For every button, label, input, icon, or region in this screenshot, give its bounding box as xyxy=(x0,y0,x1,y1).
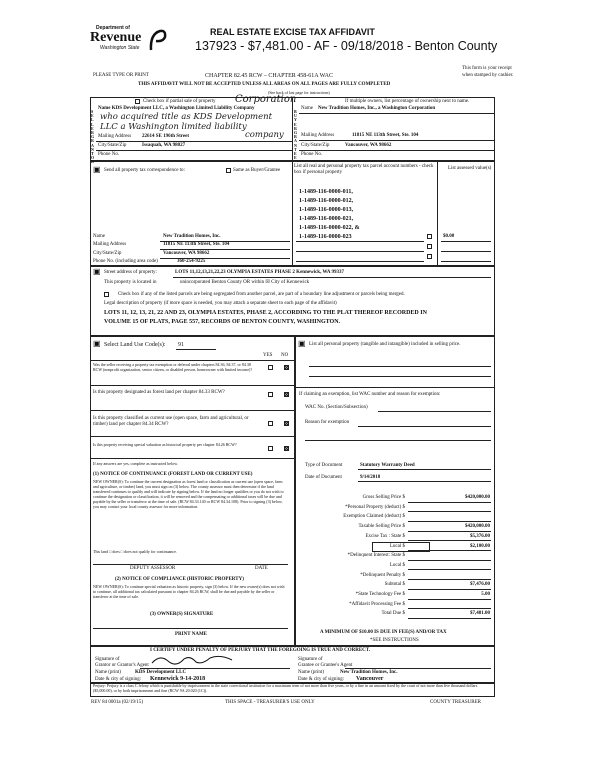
seller-city-value: Issaquah, WA 98027 xyxy=(142,143,186,148)
logo-swoosh-icon xyxy=(148,28,168,52)
grantor-name-value: KDS Development LLC xyxy=(135,670,187,675)
grantor-sig-label2: Grantor or Grantor's Agent xyxy=(95,663,149,668)
tax-row-label: *Delinquent Interest: State $ xyxy=(347,553,405,559)
buyer-name-value: New Tradition Homes, Inc., a Washington Corporation xyxy=(318,106,436,111)
q4-no-checkbox[interactable] xyxy=(284,446,289,451)
question-2: Is this property designated as forest land per chapter 84.33 RCW? xyxy=(93,390,225,395)
owner-signature-label: (3) OWNER(S) SIGNATURE xyxy=(150,612,214,617)
seller-mailing-value: 22614 SE 196th Street xyxy=(142,134,189,139)
assessed-header: List assessed value(s) xyxy=(448,166,492,171)
buyer-mailing-value: 11815 NE 113th Street, Ste. 104 xyxy=(352,133,419,138)
located-label: This property is located in xyxy=(104,280,157,285)
seller-phone-label: Phone No. xyxy=(98,152,120,157)
seller-name-value: Name KDS Development LLC, a Washington Limited Liability Company xyxy=(98,106,255,111)
tax-row-line xyxy=(408,511,491,512)
tax-row-label: Excise Tax : State $ xyxy=(365,533,405,539)
logo-line2: Revenue xyxy=(90,30,142,45)
handwritten-line-3: company xyxy=(245,130,284,140)
buyer-city-label: City/State/Zip xyxy=(301,143,330,148)
grantee-name-value: New Tradition Homes, Inc. xyxy=(340,670,398,675)
exemption-label: If claiming an exemption, list WAC number and reason for exemption: xyxy=(299,392,441,397)
tax-row-label: Exemption Claimed (deduct) $ xyxy=(343,514,405,520)
land-use-value: 91 xyxy=(178,342,184,348)
corr-name-label: Name xyxy=(93,234,105,239)
assessed-value: $0.00 xyxy=(443,234,455,239)
parcel-number-1: 1-1489-116-0000-011, xyxy=(299,189,353,195)
tax-row-label: Gross Selling Price $ xyxy=(362,495,405,500)
seller-city-label: City/State/Zip xyxy=(98,143,127,148)
instructions-note: (See back of last page for instructions) xyxy=(268,90,330,95)
notice1-title: (1) NOTICE OF CONTINUANCE (FOREST LAND OR CURRENT USE) xyxy=(93,472,253,477)
grantor-date-value: Kennewick 9-14-2018 xyxy=(150,676,206,682)
treasurer-use-only: THIS SPACE - TREASURER'S USE ONLY xyxy=(225,700,315,705)
tax-row-line xyxy=(408,599,491,600)
tax-row-value: 5.00 xyxy=(481,592,490,597)
grantor-signature-icon xyxy=(150,653,240,667)
q1-yes-checkbox[interactable] xyxy=(268,365,273,370)
buyer-phone-label: Phone No. xyxy=(301,152,323,157)
land-use-label: Select Land Use Code(s): xyxy=(104,342,166,348)
wac-label: WAC No. (Section/Subsection) xyxy=(305,405,368,410)
min-fee-note: A MINIMUM OF $10.00 IS DUE IN FEE(S) AND/OR TAX xyxy=(320,630,447,635)
personal-property-label: List all personal property (tangible and intangible) included in selling price. xyxy=(309,342,461,347)
tax-row-line xyxy=(408,579,491,580)
tax-row-value: $420,000.00 xyxy=(465,524,490,530)
send-correspondence-icon: ▣ xyxy=(93,165,101,174)
buyer-name-label: Name xyxy=(301,106,313,111)
partial-sale-checkbox[interactable] xyxy=(135,99,140,104)
tax-row-line xyxy=(408,531,491,532)
corr-phone-label: Phone No. (including area code) xyxy=(93,259,158,264)
parcel-pp-checkbox-3[interactable] xyxy=(427,254,432,259)
tax-row-label: *Affidavit Processing Fee $ xyxy=(349,601,405,607)
street-address-icon: ▣ xyxy=(93,267,101,276)
doc-type-value: Statutory Warranty Deed xyxy=(360,463,415,468)
receipt-stamp: 137923 - $7,481.00 - AF - 09/18/2018 - Benton County xyxy=(195,39,498,53)
tax-row-line xyxy=(408,589,491,590)
receipt-note: This form is your receipt when stamped by cashier. xyxy=(462,66,514,78)
segregated-label: Check box if any of the listed parcels are being segregated from another parcel, are part of a boundary line adjustment or parcels being merged. xyxy=(118,292,405,297)
tax-row-value: $7,476.00 xyxy=(470,582,490,588)
handwritten-line-1: who acquired title as KDS Development xyxy=(100,112,273,122)
grantor-date-label: Date & city of signing: xyxy=(95,677,142,682)
legal-line-1: LOTS 11, 12, 13, 21, 22 AND 23, OLYMPIA ESTATES, PHASE 2, ACCORDING TO THE PLAT THEREOF RECORDED IN xyxy=(104,310,427,316)
buyer-side-letters: BUYER GRANTEE xyxy=(294,109,298,161)
tax-row-label: Subtotal $ xyxy=(384,582,405,588)
tax-row-value: $420,000.00 xyxy=(465,495,490,500)
parcel-pp-checkbox-1[interactable] xyxy=(427,234,432,239)
personal-property-box xyxy=(295,336,495,646)
deputy-date-label: DATE xyxy=(255,566,268,571)
parcel-pp-checkbox-2[interactable] xyxy=(427,244,432,249)
tax-row-label: Taxable Selling Price $ xyxy=(358,524,405,530)
tax-row-label: Local $ xyxy=(389,543,405,549)
perjury-text: Perjury: Perjury is a class C felony which is punishable by imprisonment in the state correctional institution for a maximum term of not more than five years, or by a fine in an amount fixed by the court of not more than five thousand dollars ($5,000.00), or by both imprisonment and fine (RCW 9A.20.020 (1C)). xyxy=(93,683,478,693)
land-qualify: This land □ does □ does not qualify for continuance. xyxy=(93,549,177,554)
corr-name-value: New Tradition Homes, Inc. xyxy=(163,234,221,239)
notice1-body: NEW OWNER(S): To continue the current designation as forest land or classification as current use (open space, farm and agriculture, or timber) land, you must sign on (3) below. The county assessor must then determine if the land transferred continues to qualify and will indicate by signing below. If the land no longer qualifies or you do not wish to continue the designation or classification, it will be removed and the compensating or additional taxes will be due and payable by the seller or transferor at the time of sale. (RCW 84.33.140 or RCW 84.34.108). Prior to signing (3) below, you may contact your local county assessor for more information. xyxy=(93,479,284,509)
street-label: Street address of property: xyxy=(104,270,157,275)
q2-no-checkbox[interactable] xyxy=(284,392,289,397)
form-title: REAL ESTATE EXCISE TAX AFFIDAVIT xyxy=(210,27,375,37)
tax-row-value: $5,376.00 xyxy=(470,533,490,539)
type-or-print: PLEASE TYPE OR PRINT xyxy=(93,73,149,78)
seller-side-letters: SELLER GRANTOR xyxy=(91,109,95,165)
q4-yes-checkbox[interactable] xyxy=(268,446,273,451)
tax-row-line xyxy=(408,521,491,522)
partial-sale-label: Check box if partial sale of property xyxy=(143,99,216,104)
buyer-city-value: Vancouver, WA 98662 xyxy=(345,143,392,148)
question-3: Is this property classified as current use (open space, farm and agricultural, or timber) land per chapter 84.34 RCW? xyxy=(93,416,249,427)
doc-type-label: Type of Document xyxy=(305,463,343,468)
grantee-name-label: Name (print) xyxy=(298,670,324,675)
grantor-sig-label: Signature of xyxy=(95,657,120,662)
tax-row-label: *Personal Property (deduct) $ xyxy=(345,504,405,510)
corr-city-label: City/State/Zip xyxy=(93,251,122,256)
corr-phone-value: 360-254-9225 xyxy=(177,259,206,264)
parcel-number-3: 1-1489-116-0000-013, xyxy=(299,207,354,213)
q3-yes-checkbox[interactable] xyxy=(268,421,273,426)
doc-date-value: 9/14/2018 xyxy=(360,475,381,480)
parcel-number-6: 1-1489-116-0000-023 xyxy=(299,234,352,240)
reason-label: Reason for exemption xyxy=(305,420,350,425)
yes-header: YES xyxy=(263,353,273,358)
tax-row-line xyxy=(408,618,491,619)
handwritten-line-2: LLC a Washington limited liability xyxy=(100,122,247,132)
located-value: unincorporated Benton County OR within ☒ City of Kennewick xyxy=(180,280,310,285)
grantor-name-label: Name (print) xyxy=(95,670,121,675)
multiple-owners-note: If multiple owners, list percentage of ownership next to name. xyxy=(345,99,470,104)
parcel-number-4: 1-1489-116-0000-021, xyxy=(299,216,354,222)
logo-line3: Washington State xyxy=(100,45,140,51)
tax-row-label: *State Technology Fee $ xyxy=(355,592,405,597)
deputy-assessor-label: DEPUTY ASSESSOR xyxy=(130,566,176,571)
no-header: NO xyxy=(281,353,289,358)
legal-label: Legal description of property (if more space is needed, you may attach a separate sheet to each page of the affidavit) xyxy=(104,301,337,306)
parcel-header: List all real and personal property tax parcel account numbers - check box if personal property xyxy=(294,164,434,175)
tax-row-line xyxy=(408,569,491,570)
doc-date-label: Date of Document xyxy=(305,475,342,480)
corr-mailing-value: 11815 NE 113th Street, Ste. 104 xyxy=(163,242,230,247)
send-correspondence-label: Send all property tax correspondence to: xyxy=(104,168,185,173)
tax-row-value: $2,100.00 xyxy=(470,543,490,549)
local-tax-input[interactable] xyxy=(372,542,430,552)
county-treasurer: COUNTY TREASURER xyxy=(430,700,481,705)
handwritten-corporation: Corporation xyxy=(235,94,297,105)
corr-city-value: Vancouver, WA 98662 xyxy=(163,251,210,256)
grantee-date-label: Date & city of signing: xyxy=(298,677,345,682)
logo-line1: Department of xyxy=(96,25,130,31)
corr-mailing-label: Mailing Address xyxy=(93,242,127,247)
same-as-buyer-label: Same as Buyer/Grantee xyxy=(233,168,281,173)
tax-row-value: $7,481.00 xyxy=(470,611,490,617)
parcel-number-5: 1-1489-116-0000-022, & xyxy=(299,225,360,231)
q2-yes-checkbox[interactable] xyxy=(268,392,273,397)
dor-logo xyxy=(90,26,170,66)
see-instructions: *SEE INSTRUCTIONS xyxy=(370,638,419,643)
certify-statement: I CERTIFY UNDER PENALTY OF PERJURY THAT THE FOREGOING IS TRUE AND CORRECT. xyxy=(150,648,371,653)
tax-row-line xyxy=(408,560,491,561)
grantee-sig-label: Signature of xyxy=(298,657,323,662)
grantee-date-value: Vancouver xyxy=(356,676,384,682)
tax-row-label: Total Due $ xyxy=(381,611,405,617)
buyer-mailing-label: Mailing Address xyxy=(301,133,335,138)
same-as-buyer-checkbox[interactable] xyxy=(226,168,231,173)
personal-property-icon: ▣ xyxy=(298,339,306,348)
legal-line-2: VOLUME 15 OF PLATS, PAGE 557, RECORDS OF BENTON COUNTY, WASHINGTON. xyxy=(104,319,341,325)
if-yes-note: If any answers are yes, complete as instructed below. xyxy=(93,461,178,466)
tax-row-line xyxy=(408,502,491,503)
warning-line: THIS AFFIDAVIT WILL NOT BE ACCEPTED UNLESS ALL AREAS ON ALL PAGES ARE FULLY COMPLETED xyxy=(138,82,391,87)
q3-no-checkbox[interactable] xyxy=(284,421,289,426)
tax-row-label: *Delinquent Penalty $ xyxy=(360,572,405,578)
question-1: Was the seller receiving a property tax exemption or deferral under chapters 84.36, 84.37, or 84.38 RCW (nonprofit organization, senior citizen, or disabled person, homeowner with limited income)? xyxy=(93,362,253,372)
land-use-icon: ▣ xyxy=(93,339,101,348)
notice2-title: (2) NOTICE OF COMPLIANCE (HISTORIC PROPERTY) xyxy=(115,577,244,582)
q1-no-checkbox[interactable] xyxy=(284,365,289,370)
segregated-checkbox[interactable] xyxy=(104,292,109,297)
grantee-sig-label2: Grantee or Grantee's Agent xyxy=(298,663,353,668)
print-name-label: PRINT NAME xyxy=(175,632,207,637)
street-value: LOTS 11,12,13,21,22,23 OLYMPIA ESTATES PHASE 2 Kennewick, WA 99337 xyxy=(175,270,345,275)
notice2-body: NEW OWNER(S): To continue special valuation as historic property, sign (3) below. If the new owner(s) does not wish to continue, all additional tax calculated pursuant to chapter 84.26 RCW, shall be due and payable by the seller or transferor at the time of sale. xyxy=(93,584,285,599)
form-number: REV 84 0001a (02/19/15) xyxy=(91,700,143,705)
question-4: Is this property receiving special valuation as historical property per chapter 84.26 RCW? xyxy=(93,442,237,447)
chapter-line: CHAPTER 82.45 RCW – CHAPTER 458-61A WAC xyxy=(205,73,333,79)
parcel-number-2: 1-1489-116-0000-012, xyxy=(299,198,354,204)
tax-row-label: Local $ xyxy=(389,562,405,568)
tax-row-line xyxy=(408,608,491,609)
seller-mailing-label: Mailing Address xyxy=(98,134,132,139)
